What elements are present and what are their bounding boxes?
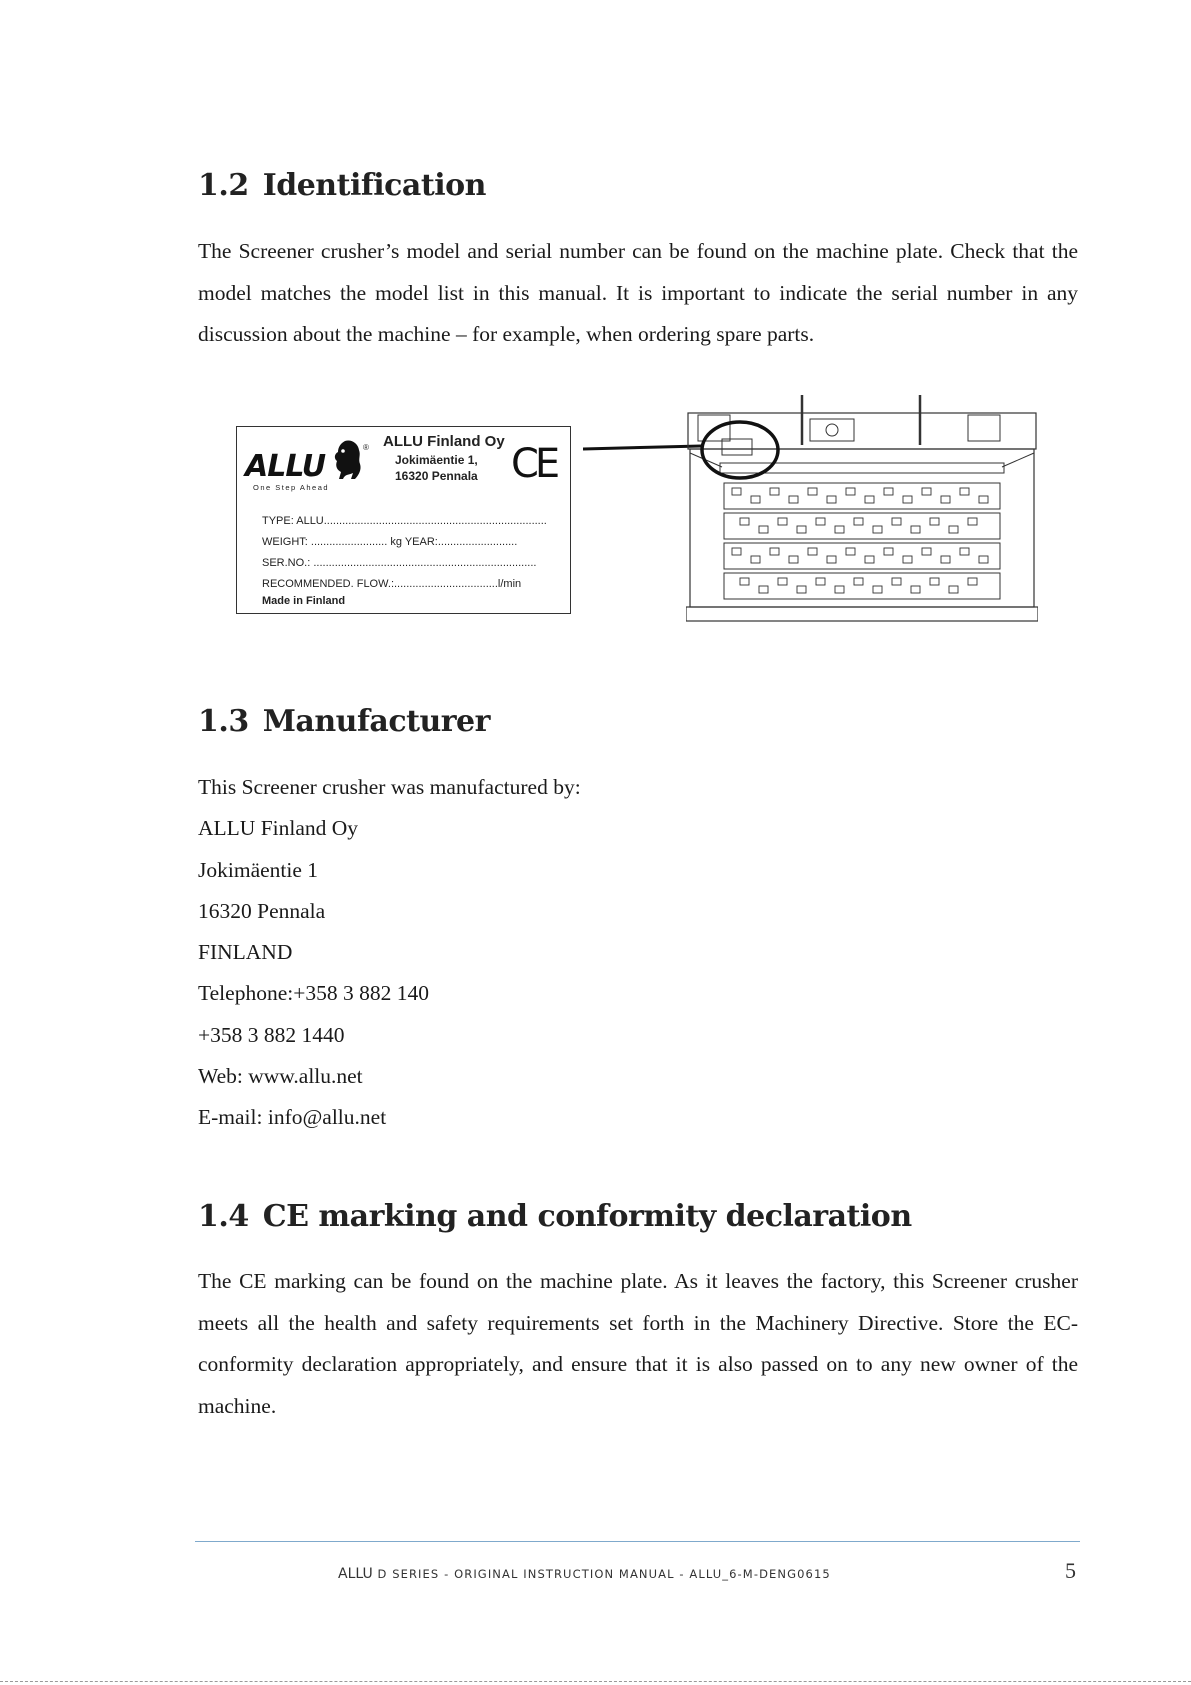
screener-crusher-illustration bbox=[686, 393, 1038, 625]
drum-blade bbox=[911, 526, 920, 533]
drum-blade bbox=[922, 488, 931, 495]
plate-field: RECOMMENDED. FLOW.:..................................l/min bbox=[262, 578, 522, 590]
drum-blade bbox=[922, 548, 931, 555]
plate-address-line: Jokimäentie 1, bbox=[395, 453, 478, 467]
logo-wordmark: ALLU bbox=[245, 449, 326, 484]
drum-blade bbox=[884, 488, 893, 495]
drum-blade bbox=[930, 578, 939, 585]
manufacturer-line: This Screener crusher was manufactured by: bbox=[198, 775, 581, 799]
drum-blade bbox=[865, 556, 874, 563]
drum-blade bbox=[732, 488, 741, 495]
manufacturer-line: ALLU Finland Oy bbox=[198, 816, 359, 841]
manufacturer-web: Web: www.allu.net bbox=[198, 1064, 363, 1089]
drum-blade bbox=[930, 518, 939, 525]
plate-location-circle bbox=[702, 422, 778, 478]
lion-icon bbox=[331, 439, 363, 481]
footer-brand: ALLU bbox=[338, 1566, 373, 1582]
drum-blade bbox=[778, 518, 787, 525]
drum-blade bbox=[751, 556, 760, 563]
drum-blade bbox=[740, 518, 749, 525]
plate-company-name: ALLU Finland Oy bbox=[383, 433, 505, 450]
manufacturer-line: +358 3 882 1440 bbox=[198, 1022, 345, 1047]
machine-motor-shaft bbox=[826, 424, 838, 436]
drum-blade bbox=[816, 518, 825, 525]
drum-blade bbox=[941, 496, 950, 503]
machine-top-frame bbox=[688, 413, 1036, 449]
footer-manual-id: D SERIES - ORIGINAL INSTRUCTION MANUAL - ALLU_6-M-DENG0615 bbox=[372, 1567, 831, 1581]
drum-blade bbox=[846, 488, 855, 495]
drum-blade bbox=[911, 586, 920, 593]
drum-blade bbox=[835, 586, 844, 593]
manufacturer-details bbox=[198, 767, 581, 1139]
manufacturer-email: E-mail: info@allu.net bbox=[198, 1105, 387, 1130]
drum-blade bbox=[960, 488, 969, 495]
drum-blade bbox=[884, 548, 893, 555]
machine-hydraulic-motor bbox=[810, 419, 854, 441]
drum-blade bbox=[941, 556, 950, 563]
drum-blade bbox=[968, 578, 977, 585]
drum-blade bbox=[808, 548, 817, 555]
page-edge-line bbox=[0, 1681, 1191, 1682]
drum-blade bbox=[892, 518, 901, 525]
allu-logo bbox=[243, 435, 369, 493]
drum-blade bbox=[827, 556, 836, 563]
footer-divider bbox=[195, 1541, 1080, 1542]
drum-blade bbox=[949, 586, 958, 593]
drum-blade bbox=[827, 496, 836, 503]
drum-blade bbox=[960, 548, 969, 555]
logo-tagline: One Step Ahead bbox=[253, 483, 330, 492]
section-number: 1.4 bbox=[198, 1199, 249, 1234]
section-number: 1.2 bbox=[198, 168, 249, 203]
page-number: 5 bbox=[1065, 1558, 1076, 1583]
plate-address-line: 16320 Pennala bbox=[395, 469, 478, 483]
section-number: 1.3 bbox=[198, 704, 249, 739]
drum-blade bbox=[751, 496, 760, 503]
drum-blade bbox=[797, 526, 806, 533]
manufacturer-line: Jokimäentie 1 bbox=[198, 857, 319, 882]
machine-bracket bbox=[968, 415, 1000, 441]
machine-bottom-edge bbox=[686, 607, 1038, 621]
drum-blade bbox=[808, 488, 817, 495]
manufacturer-line: FINLAND bbox=[198, 940, 293, 965]
section-title: Identification bbox=[262, 168, 486, 203]
drum-blade bbox=[846, 548, 855, 555]
registered-mark: ® bbox=[363, 443, 369, 452]
drum-blade bbox=[797, 586, 806, 593]
plate-address bbox=[395, 452, 478, 484]
drum-blade bbox=[770, 548, 779, 555]
ce-mark: CE bbox=[511, 441, 557, 487]
drum-blade bbox=[903, 496, 912, 503]
drum-blade bbox=[968, 518, 977, 525]
plate-field: SER.NO.: ......................................................................... bbox=[262, 557, 537, 569]
footer-label bbox=[338, 1566, 831, 1582]
drum-blade bbox=[873, 526, 882, 533]
drum-blade bbox=[789, 496, 798, 503]
drum-blade bbox=[854, 578, 863, 585]
drum-blade bbox=[732, 548, 741, 555]
drum-blade bbox=[892, 578, 901, 585]
section-heading-ce-marking bbox=[198, 1199, 912, 1234]
drum-blade bbox=[770, 488, 779, 495]
manufacturer-line: 16320 Pennala bbox=[198, 898, 326, 923]
machine-edge bbox=[1002, 453, 1034, 467]
drum-blade bbox=[789, 556, 798, 563]
drum-blade bbox=[873, 586, 882, 593]
drum-blade bbox=[979, 496, 988, 503]
drum-blade bbox=[979, 556, 988, 563]
plate-fields bbox=[262, 511, 547, 595]
section-title: Manufacturer bbox=[262, 704, 490, 739]
section-title: CE marking and conformity declaration bbox=[262, 1199, 912, 1234]
drum-blade bbox=[816, 578, 825, 585]
plate-made-in: Made in Finland bbox=[262, 595, 346, 607]
pointer-line bbox=[583, 440, 703, 456]
ce-paragraph: The CE marking can be found on the machine plate. As it leaves the factory, this Screener crusher meets all the health and safety requirements set forth in the Machinery Directive. Store the EC-conformity declaration appropriately, and ensure that it is also passed on to any new owner of the machine. bbox=[198, 1269, 1078, 1418]
plate-field: TYPE: ALLU......................................................................... bbox=[262, 515, 547, 527]
drum-blade bbox=[854, 518, 863, 525]
drum-blade bbox=[759, 526, 768, 533]
drum-band bbox=[724, 543, 1000, 569]
drum-blade bbox=[865, 496, 874, 503]
manufacturer-line: Telephone:+358 3 882 140 bbox=[198, 981, 429, 1006]
screening-drums bbox=[724, 483, 1000, 599]
plate-field: WEIGHT: ......................... kg YEAR:.......................... bbox=[262, 536, 518, 548]
drum-blade bbox=[835, 526, 844, 533]
drum-blade bbox=[949, 526, 958, 533]
machine-plate-illustration bbox=[236, 426, 571, 614]
section-heading-manufacturer bbox=[198, 704, 490, 739]
drum-blade bbox=[778, 578, 787, 585]
drum-band bbox=[724, 483, 1000, 509]
drum-blade bbox=[903, 556, 912, 563]
section-heading-identification bbox=[198, 168, 486, 203]
drum-blade bbox=[740, 578, 749, 585]
drum-blade bbox=[759, 586, 768, 593]
identification-paragraph: The Screener crusher’s model and serial number can be found on the machine plate. Check that the model matches the model list in this manual. It is important to indicate the serial number in any discussion about the machine – for example, when ordering spare parts. bbox=[198, 239, 1078, 346]
